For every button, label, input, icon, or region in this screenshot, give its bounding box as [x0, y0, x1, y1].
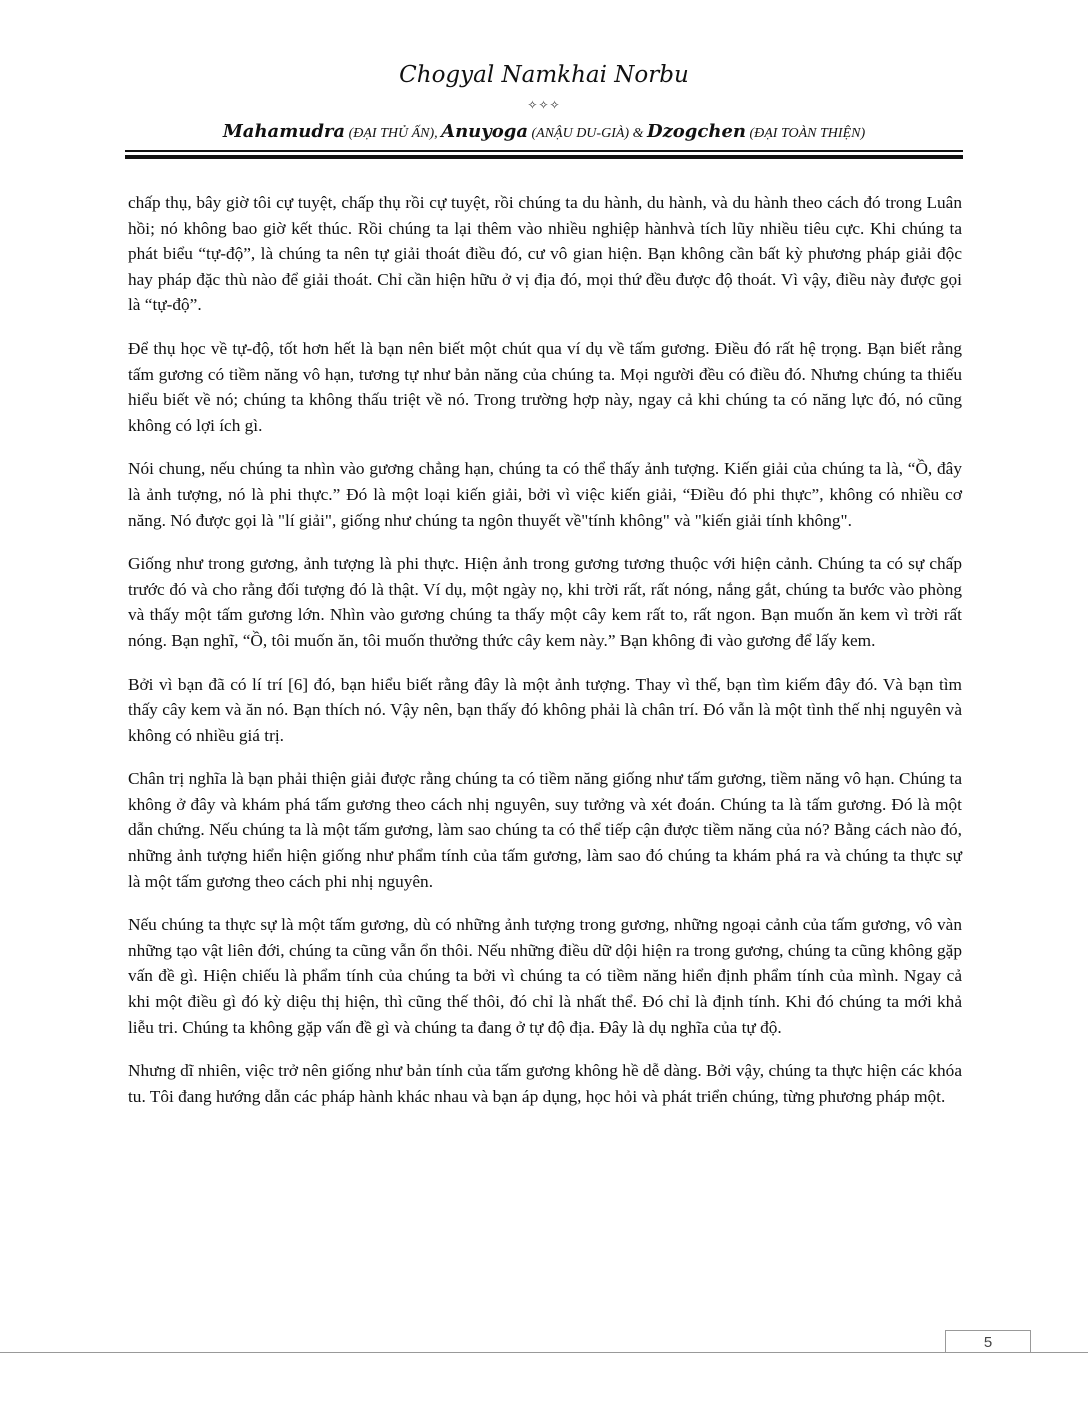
paragraph: Chân trị nghĩa là bạn phải thiện giải được rằng chúng ta có tiềm năng giống như tấm gương, tiềm năng vô hạn. Chúng ta không ở đây và khám phá tấm gương theo cách nhị nguyên, suy tưởng và xét đoán. Chúng ta là tấm gương. Đó là một dẫn chứng. Nếu chúng ta là một tấm gương, làm sao chúng ta có thể tiếp cận được tiềm năng của nó? Bằng cách nào đó, những ảnh tượng hiển hiện giống như phẩm tính của tấm gương, làm sao đó chúng ta khám phá ra và chúng ta thực sự là một tấm gương theo cách phi nhị nguyên.	[128, 769, 962, 891]
header-ornament: ✧✧✧	[527, 98, 561, 112]
subtitle-anuyoga: Anuyoga	[441, 121, 528, 142]
paragraph: Nói chung, nếu chúng ta nhìn vào gương chẳng hạn, chúng ta có thể thấy ảnh tượng. Kiến giải của chúng ta là, “Ồ, đây là ảnh tượng, nó là phi thực.” Đó là một loại kiến giải, bởi vì việc kiến giải, “Điều đó phi thực”, không có nhiều cơ năng. Nó được gọi là "lí giải", giống như chúng ta ngôn thuyết về"tính không" và "kiến giải tính không".	[128, 459, 962, 530]
paragraph: Bởi vì bạn đã có lí trí [6] đó, bạn hiểu biết rằng đây là một ảnh tượng. Thay vì thế, bạn tìm kiếm đây đó. Và bạn tìm thấy cây kem và ăn nó. Bạn thích nó. Vậy nên, bạn thấy đó không phải là chân trí. Đó vẫn là một tình thế nhị nguyên và không có nhiều giá trị.	[128, 674, 962, 745]
page-number: 5	[945, 1330, 1031, 1353]
subtitle-dzogchen: Dzogchen	[646, 121, 746, 142]
subtitle-dzogchen-vn: (ĐẠI TOÀN THIỆN)	[749, 126, 866, 141]
running-header-author: Chogyal Namkhai Norbu	[399, 62, 689, 88]
subtitle-mahamudra-vn: (ĐẠI THỦ ẤN),	[348, 126, 438, 141]
paragraph: Nếu chúng ta thực sự là một tấm gương, dù có những ảnh tượng trong gương, những ngoại cảnh của tấm gương, vô vàn những tạo vật liên đới, chúng ta cũng vẫn ổn thôi. Nếu những điều dữ dội hiện ra trong gương, chúng ta cũng không gặp vấn đề gì. Hiện chiếu là phẩm tính của chúng ta bởi vì chúng ta có tiềm năng hiển định phẩm tính của mình. Ngay cả khi một điều gì đó kỳ diệu thị hiện, thì cũng thế thôi, đó chỉ là nhất thể. Đó chỉ là định tính. Khi đó chúng ta mới khả liễu tri. Chúng ta không gặp vấn đề gì và chúng ta đang ở tự độ địa. Đây là dụ nghĩa của tự độ.	[128, 915, 962, 1037]
paragraph: Để thụ học về tự-độ, tốt hơn hết là bạn nên biết một chút qua ví dụ về tấm gương. Điều đó rất hệ trọng. Bạn biết rằng tấm gương có tiềm năng vô hạn, tương tự như bản năng của chúng ta. Mọi người đều có điều đó. Nhưng chúng ta thiếu hiểu biết về nó; chúng ta không thấu triệt về nó. Trong trường hợp này, ngay cả khi chúng ta có năng lực đó, nó cũng không có lợi ích gì.	[128, 338, 962, 435]
paragraph: Giống như trong gương, ảnh tượng là phi thực. Hiện ảnh trong gương tương thuộc với hiện cảnh. Chúng ta có sự chấp trước đó và cho rằng đối tượng đó là thật. Ví dụ, một ngày nọ, khi trời rất, rất nóng, nắng gắt, chúng ta bước vào phòng và thấy một tấm gương lớn. Nhìn vào gương chúng ta thấy một cây kem rất to, rất ngon. Bạn muốn ăn kem vì trời rất nóng. Bạn nghĩ, “Ồ, tôi muốn ăn, tôi muốn thưởng thức cây kem này.” Bạn không đi vào gương để lấy kem.	[128, 554, 962, 650]
header-rule-thick	[125, 155, 963, 159]
body-text	[128, 190, 962, 1127]
subtitle-mahamudra: Mahamudra	[222, 121, 346, 142]
paragraph: Nhưng dĩ nhiên, việc trở nên giống như bản tính của tấm gương không hề dễ dàng. Bởi vậy, chúng ta thực hiện các khóa tu. Tôi đang hướng dẫn các pháp hành khác nhau và bạn áp dụng, học hỏi và phát triển chúng, từng phương pháp một.	[128, 1061, 962, 1106]
running-header-subtitle	[0, 121, 1088, 142]
subtitle-anuyoga-vn: (ANẬU DU-GIÀ) &	[531, 126, 644, 141]
footer-rule	[0, 1352, 1088, 1353]
header-rule-thin	[125, 150, 963, 152]
paragraph: chấp thụ, bây giờ tôi cự tuyệt, chấp thụ rồi cự tuyệt, rồi chúng ta du hành, du hành, và du hành theo cách đó trong Luân hồi; nó không bao giờ kết thúc. Rồi chúng ta lại thêm vào nhiều nghiệp hànhvà tích lũy nhiều tiêu cực. Khi chúng ta phát biểu “tự-độ”, là chúng ta nên tự giải thoát điều đó, cư vô gian hiện. Bạn không cần bất kỳ phương pháp giải độc hay pháp đặc thù nào để giải thoát. Chỉ cần hiện hữu ở vị địa đó, mọi thứ đều được độ thoát. Vì vậy, điều này được gọi là “tự-độ”.	[128, 193, 962, 315]
